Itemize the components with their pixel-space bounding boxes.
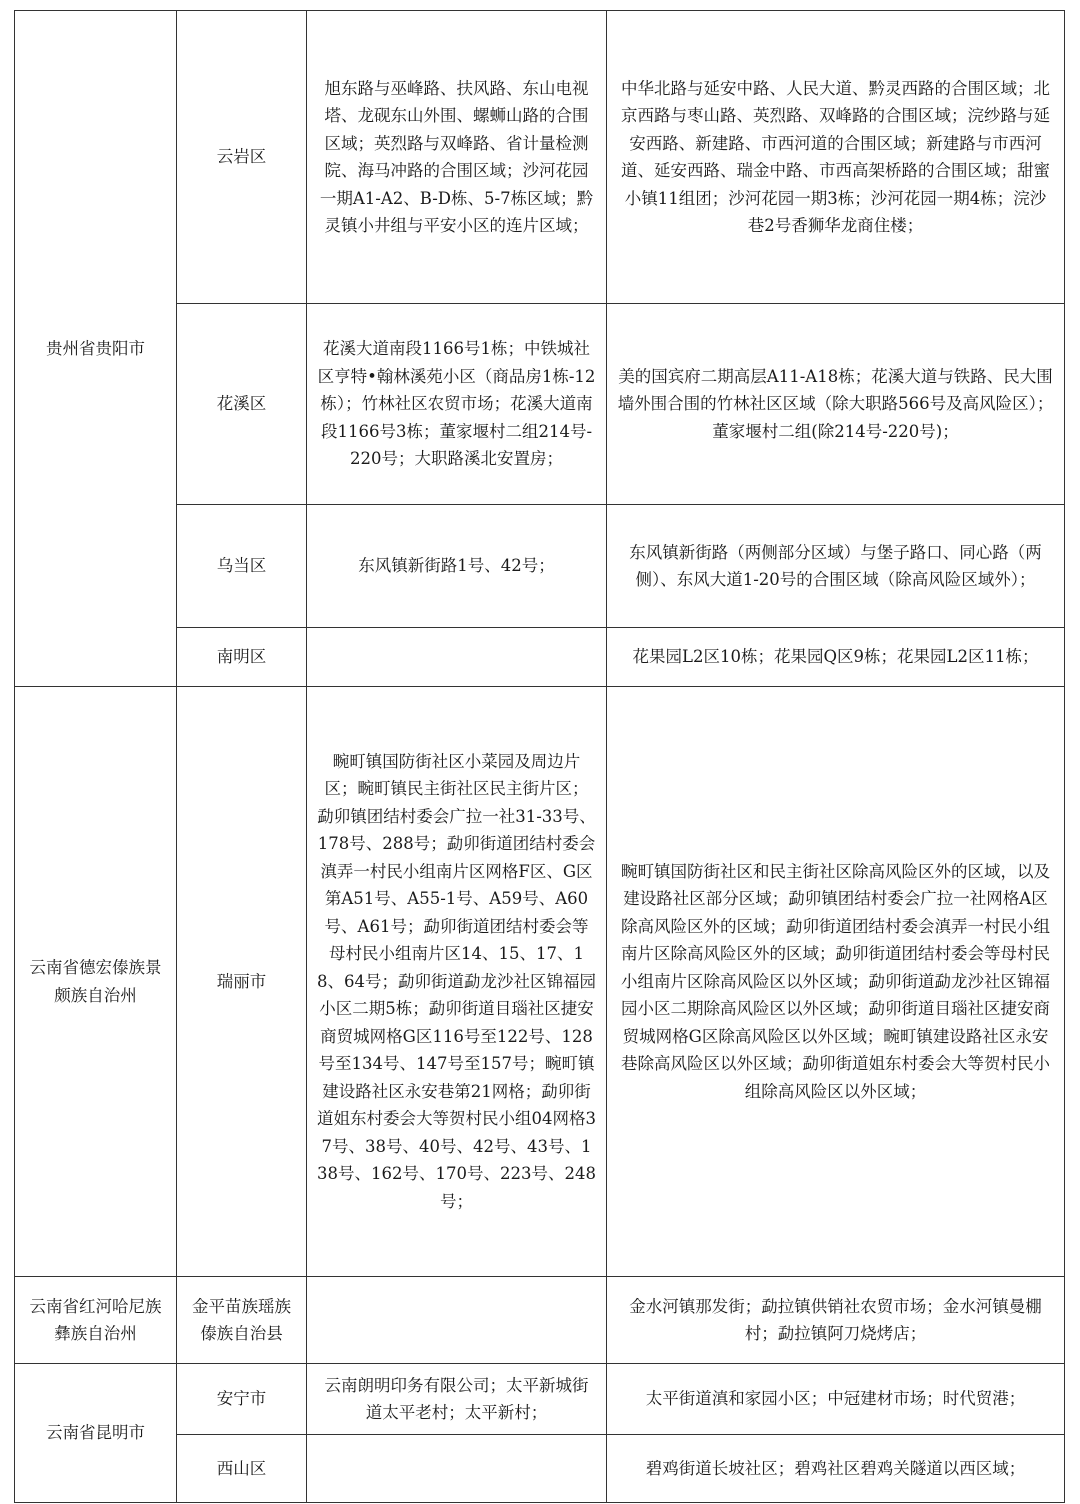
high-risk-cell: 花溪大道南段1166号1栋；中铁城社区亨特•翰林溪苑小区（商品房1栋-12栋）；竹林社区农贸市场；花溪大道南段1166号3栋；董家堰村二组214号-220号；大职路溪北安置房； [307, 304, 607, 505]
high-risk-cell [307, 628, 607, 687]
province-cell: 云南省红河哈尼族彝族自治州 [15, 1277, 177, 1364]
district-cell: 花溪区 [177, 304, 307, 505]
high-risk-cell [307, 1277, 607, 1364]
mid-risk-cell: 花果园L2区10栋；花果园Q区9栋；花果园L2区11栋； [607, 628, 1065, 687]
district-cell: 南明区 [177, 628, 307, 687]
district-cell: 瑞丽市 [177, 687, 307, 1277]
mid-risk-cell: 东风镇新街路（两侧部分区域）与堡子路口、同心路（两侧）、东风大道1-20号的合围区域（除高风险区域外）； [607, 505, 1065, 628]
mid-risk-cell: 美的国宾府二期高层A11-A18栋；花溪大道与铁路、民大围墙外围合围的竹林社区区域（除大职路566号及高风险区）；董家堰村二组(除214号-220号)； [607, 304, 1065, 505]
mid-risk-cell: 金水河镇那发街；勐拉镇供销社农贸市场；金水河镇曼棚村；勐拉镇阿刀烧烤店； [607, 1277, 1065, 1364]
table-row [15, 11, 1065, 304]
table-row [15, 687, 1065, 1277]
table-row [15, 1364, 1065, 1435]
high-risk-cell: 云南朗明印务有限公司；太平新城街道太平老村；太平新村； [307, 1364, 607, 1435]
mid-risk-cell: 碧鸡街道长坡社区；碧鸡社区碧鸡关隧道以西区域； [607, 1435, 1065, 1503]
high-risk-cell: 旭东路与巫峰路、扶风路、东山电视塔、龙砚东山外围、螺蛳山路的合围区域；英烈路与双峰路、省计量检测院、海马冲路的合围区域；沙河花园一期A1-A2、B-D栋、5-7栋区域；黔灵镇小井组与平安小区的连片区域； [307, 11, 607, 304]
mid-risk-cell: 太平街道滇和家园小区；中冠建材市场；时代贸港； [607, 1364, 1065, 1435]
district-cell: 云岩区 [177, 11, 307, 304]
province-cell: 云南省德宏傣族景颇族自治州 [15, 687, 177, 1277]
high-risk-cell [307, 1435, 607, 1503]
province-cell: 贵州省贵阳市 [15, 11, 177, 687]
district-cell: 安宁市 [177, 1364, 307, 1435]
high-risk-cell: 东风镇新街路1号、42号； [307, 505, 607, 628]
mid-risk-cell: 畹町镇国防街社区和民主街社区除高风险区外的区域，以及建设路社区部分区域；勐卯镇团结村委会广拉一社网格A区除高风险区外的区域；勐卯街道团结村委会滇弄一村民小组南片区除高风险区外的区域；勐卯街道团结村委会等母村民小组南片区除高风险区以外区域；勐卯街道勐龙沙社区锦福园小区二期除高风险区以外区域；勐卯街道目瑙社区捷安商贸城网格G区除高风险区以外区域；畹町镇建设路社区永安巷除高风险区以外区域；勐卯街道姐东村委会大等贺村民小组除高风险区以外区域； [607, 687, 1065, 1277]
high-risk-cell: 畹町镇国防街社区小菜园及周边片区；畹町镇民主街社区民主街片区；勐卯镇团结村委会广拉一社31-33号、178号、288号；勐卯街道团结村委会滇弄一村民小组南片区网格F区、G区第A51号、A55-1号、A59号、A60号、A61号；勐卯街道团结村委会等母村民小组南片区14、15、17、18、64号；勐卯街道勐龙沙社区锦福园小区二期5栋；勐卯街道目瑙社区捷安商贸城网格G区116号至122号、128号至134号、147号至157号；畹町镇建设路社区永安巷第21网格；勐卯街道姐东村委会大等贺村民小组04网格37号、38号、40号、42号、43号、138号、162号、170号、223号、248号； [307, 687, 607, 1277]
district-cell: 乌当区 [177, 505, 307, 628]
province-cell: 云南省昆明市 [15, 1364, 177, 1503]
district-cell: 金平苗族瑶族傣族自治县 [177, 1277, 307, 1364]
district-cell: 西山区 [177, 1435, 307, 1503]
table-row [15, 1277, 1065, 1364]
mid-risk-cell: 中华北路与延安中路、人民大道、黔灵西路的合围区域；北京西路与枣山路、英烈路、双峰路的合围区域；浣纱路与延安西路、新建路、市西河道的合围区域；新建路与市西河道、延安西路、瑞金中路、市西高架桥路的合围区域；甜蜜小镇11组团；沙河花园一期3栋；沙河花园一期4栋；浣沙巷2号香狮华龙商住楼； [607, 11, 1065, 304]
risk-area-table [14, 10, 1065, 1503]
